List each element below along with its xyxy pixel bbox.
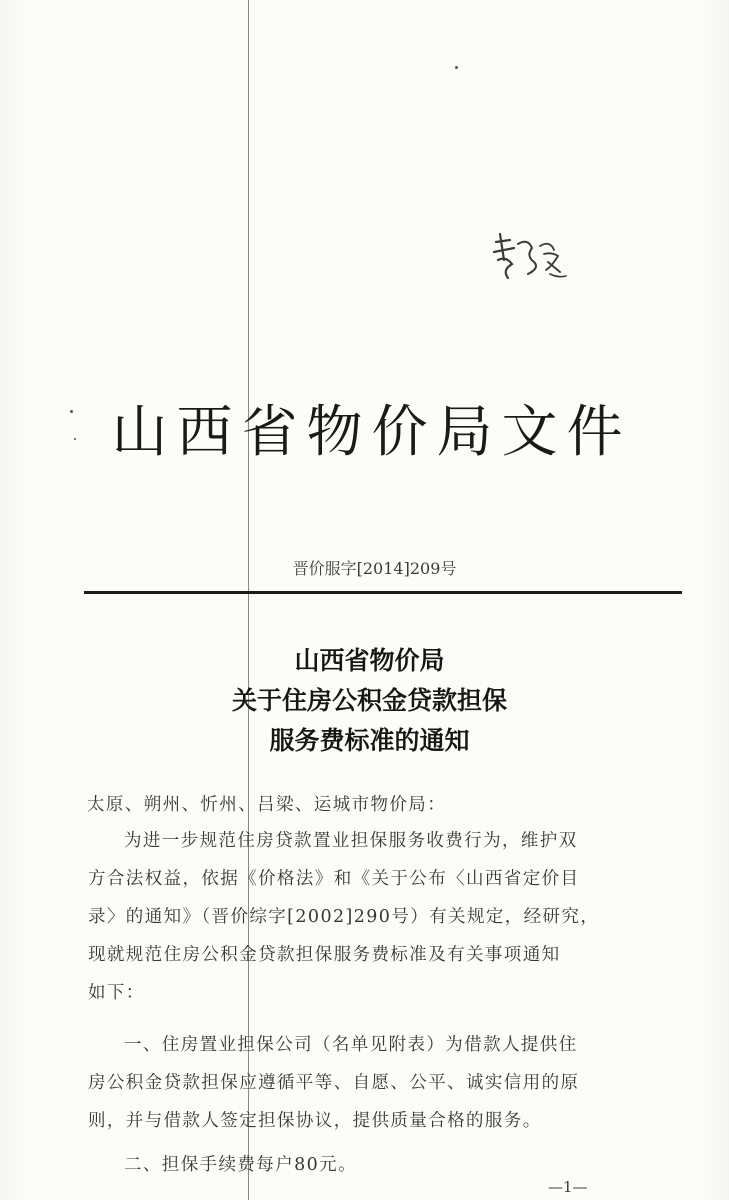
paragraph-1-line: 现就规范住房公积金贷款担保服务费标准及有关事项通知 xyxy=(88,945,561,965)
scan-speck xyxy=(74,438,76,440)
paragraph-1-line: 如下： xyxy=(88,983,145,1003)
document-number: 晋价服字[2014]209号 xyxy=(292,559,457,578)
notice-title-line-2: 关于住房公积金贷款担保 xyxy=(231,686,507,715)
paragraph-1-line: 录〉的通知》（晋价综字[2002]290号）有关规定，经研究， xyxy=(88,907,600,927)
addressee: 太原、朔州、忻州、吕梁、运城市物价局： xyxy=(87,795,447,815)
notice-title-line-3: 服务费标准的通知 xyxy=(269,726,470,755)
paragraph-3-line: 二、担保手续费每户80元。 xyxy=(124,1155,357,1175)
scan-speck xyxy=(455,66,458,69)
issuing-authority-header: 山西省物价局文件 xyxy=(111,400,632,465)
paragraph-1-line: 方合法权益，依据《价格法》和《关于公布〈山西省定价目 xyxy=(88,869,580,889)
scan-speck xyxy=(70,410,73,413)
scan-fold-line xyxy=(248,0,249,1200)
paragraph-1-line: 为进一步规范住房贷款置业担保服务收费行为，维护双 xyxy=(124,831,578,851)
header-divider xyxy=(84,591,682,594)
notice-title-line-1: 山西省物价局 xyxy=(294,646,445,675)
paragraph-2-line: 则，并与借款人签定担保协议，提供质量合格的服务。 xyxy=(88,1111,542,1131)
paragraph-2-line: 房公积金贷款担保应遵循平等、自愿、公平、诚实信用的原 xyxy=(88,1073,580,1093)
handwritten-mark-icon xyxy=(488,226,572,288)
page-number: —1— xyxy=(548,1178,588,1196)
paragraph-2-line: 一、住房置业担保公司（名单见附表）为借款人提供住 xyxy=(124,1035,578,1055)
